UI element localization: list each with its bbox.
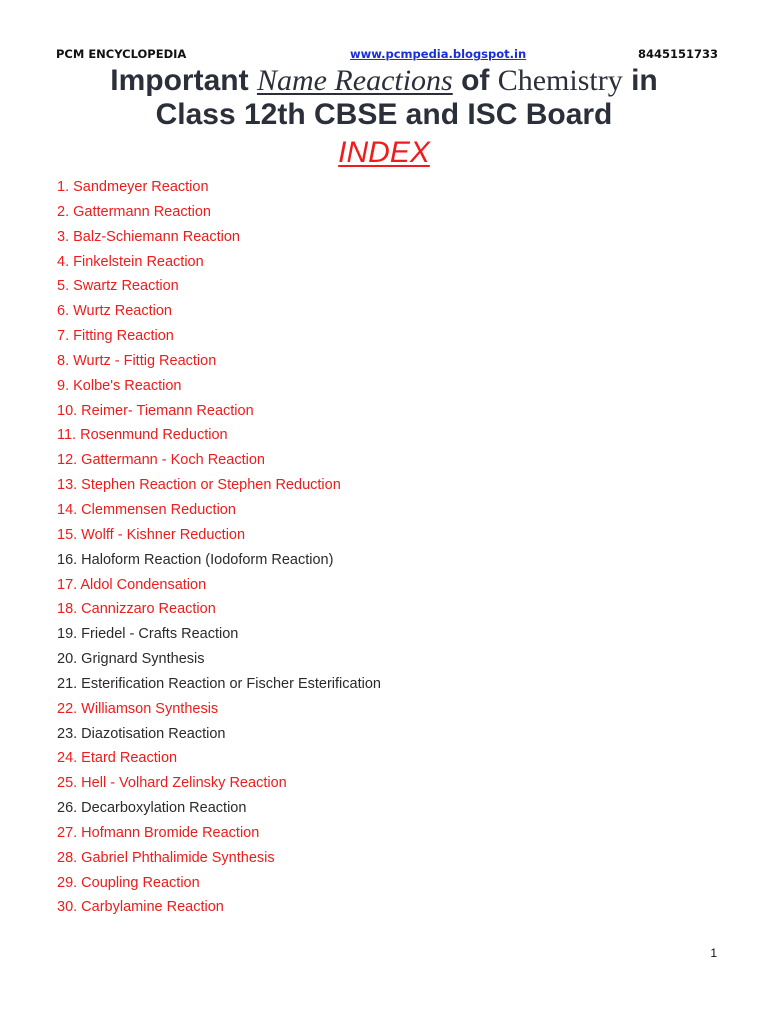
index-item: 13. Stephen Reaction or Stephen Reduction <box>57 477 341 494</box>
index-item: 30. Carbylamine Reaction <box>57 899 224 916</box>
page-header <box>56 47 718 63</box>
index-item: 10. Reimer- Tiemann Reaction <box>57 402 254 419</box>
title-line-1 <box>0 64 768 98</box>
index-item: 26. Decarboxylation Reaction <box>57 800 247 817</box>
index-item: 12. Gattermann - Koch Reaction <box>57 452 265 469</box>
index-item: 17. Aldol Condensation <box>57 576 207 593</box>
index-item: 19. Friedel - Crafts Reaction <box>57 626 239 643</box>
blog-link[interactable]: www.pcmpedia.blogspot.in <box>350 47 527 61</box>
index-item: 20. Grignard Synthesis <box>57 651 205 668</box>
index-heading: INDEX <box>338 136 430 169</box>
index-item: 24. Etard Reaction <box>57 750 178 767</box>
site-name: PCM ENCYCLOPEDIA <box>56 47 187 61</box>
index-item: 2. Gattermann Reaction <box>57 203 211 220</box>
index-item: 25. Hell - Volhard Zelinsky Reaction <box>57 775 287 792</box>
index-item: 29. Coupling Reaction <box>57 874 200 891</box>
index-item: 15. Wolff - Kishner Reduction <box>57 526 246 543</box>
index-item: 1. Sandmeyer Reaction <box>57 179 209 195</box>
index-item: 27. Hofmann Bromide Reaction <box>57 824 260 841</box>
index-item: 28. Gabriel Phthalimide Synthesis <box>57 849 275 866</box>
index-item: 9. Kolbe's Reaction <box>57 377 182 394</box>
index-item: 21. Esterification Reaction or Fischer Esterification <box>57 675 381 692</box>
index-item: 14. Clemmensen Reduction <box>57 501 236 518</box>
index-item: 22. Williamson Synthesis <box>57 700 219 717</box>
index-item: 16. Haloform Reaction (Iodoform Reaction) <box>57 551 334 568</box>
index-item: 23. Diazotisation Reaction <box>57 725 226 742</box>
index-item: 8. Wurtz - Fittig Reaction <box>57 352 217 369</box>
title-word-important: Important <box>110 64 257 97</box>
index-item: 6. Wurtz Reaction <box>57 303 172 320</box>
title-name-reactions: Name Reactions <box>256 64 453 97</box>
title-word-in: in <box>622 64 658 97</box>
page-number: 1 <box>710 946 717 960</box>
title-line-2: Class 12th CBSE and ISC Board <box>155 98 613 131</box>
index-item: 5. Swartz Reaction <box>57 278 179 295</box>
title-word-chemistry: Chemistry <box>497 64 623 97</box>
document-title <box>0 64 768 132</box>
index-item: 11. Rosenmund Reduction <box>57 427 228 444</box>
index-item: 3. Balz-Schiemann Reaction <box>57 228 240 245</box>
index-item: 7. Fitting Reaction <box>57 328 174 345</box>
index-item: 18. Cannizzaro Reaction <box>57 601 216 618</box>
phone-number: 8445151733 <box>637 47 718 61</box>
title-word-of: of <box>452 64 498 97</box>
reaction-index-list <box>57 176 381 921</box>
index-item: 4. Finkelstein Reaction <box>57 253 204 270</box>
